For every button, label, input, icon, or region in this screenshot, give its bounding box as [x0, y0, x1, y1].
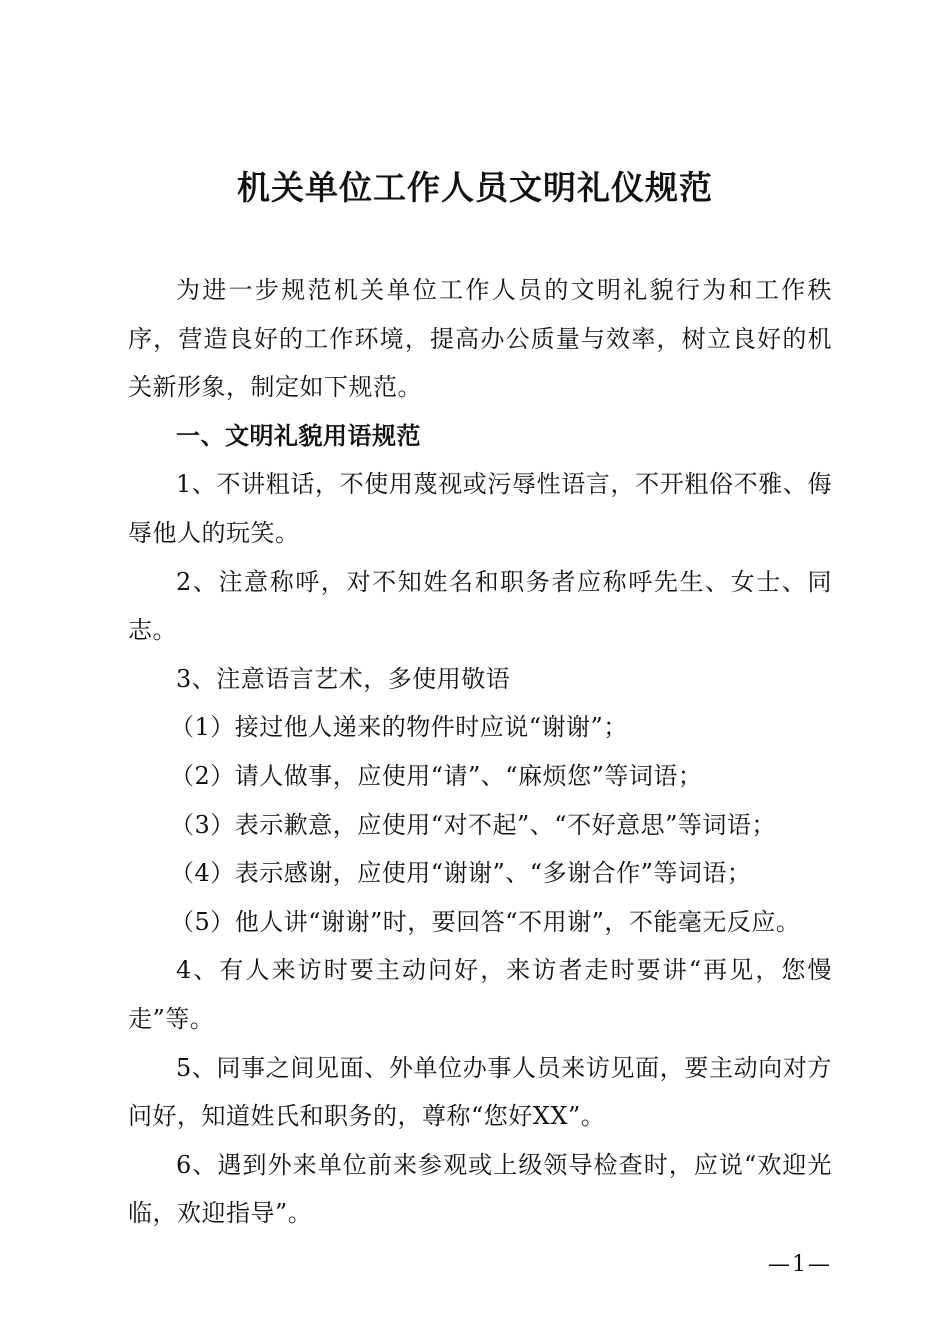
- list-item-5: 5、同事之间见面、外单位办事人员来访见面，要主动向对方问好，知道姓氏和职务的，尊称“您好XX”。: [128, 1053, 832, 1131]
- sub-item-5: （5）他人讲“谢谢”时，要回答“不用谢”，不能毫无反应。: [170, 907, 801, 936]
- list-item-1: 1、不讲粗话，不使用蔑视或污辱性语言，不开粗俗不雅、侮辱他人的玩笑。: [128, 470, 832, 547]
- section-heading: 一、文明礼貌用语规范: [176, 421, 421, 450]
- sub-item-1: （1）接过他人递来的物件时应说“谢谢”；: [170, 713, 628, 742]
- page-number: —1—: [768, 1252, 832, 1277]
- sub-item-3: （3）表示歉意，应使用“对不起”、“不好意思”等词语；: [170, 810, 776, 839]
- document-body: [128, 266, 832, 1238]
- list-item-2: 2、注意称呼，对不知姓名和职务者应称呼先生、女士、同志。: [128, 567, 832, 645]
- list-item-4: 4、有人来访时要主动问好，来访者走时要讲“再见，您慢走”等。: [128, 956, 832, 1033]
- sub-item-2: （2）请人做事，应使用“请”、“麻烦您”等词语；: [170, 761, 703, 790]
- list-item-6: 6、遇到外来单位前来参观或上级领导检查时，应说“欢迎光临，欢迎指导”。: [128, 1150, 832, 1228]
- list-item-3: 3、注意语言艺术，多使用敬语: [176, 664, 511, 693]
- sub-item-4: （4）表示感谢，应使用“谢谢”、“多谢合作”等词语；: [170, 859, 752, 888]
- document-title: 机关单位工作人员文明礼仪规范: [237, 168, 713, 207]
- intro-paragraph: 为进一步规范机关单位工作人员的文明礼貌行为和工作秩序，营造良好的工作环境，提高办公质量与效率，树立良好的机关新形象，制定如下规范。: [128, 276, 832, 402]
